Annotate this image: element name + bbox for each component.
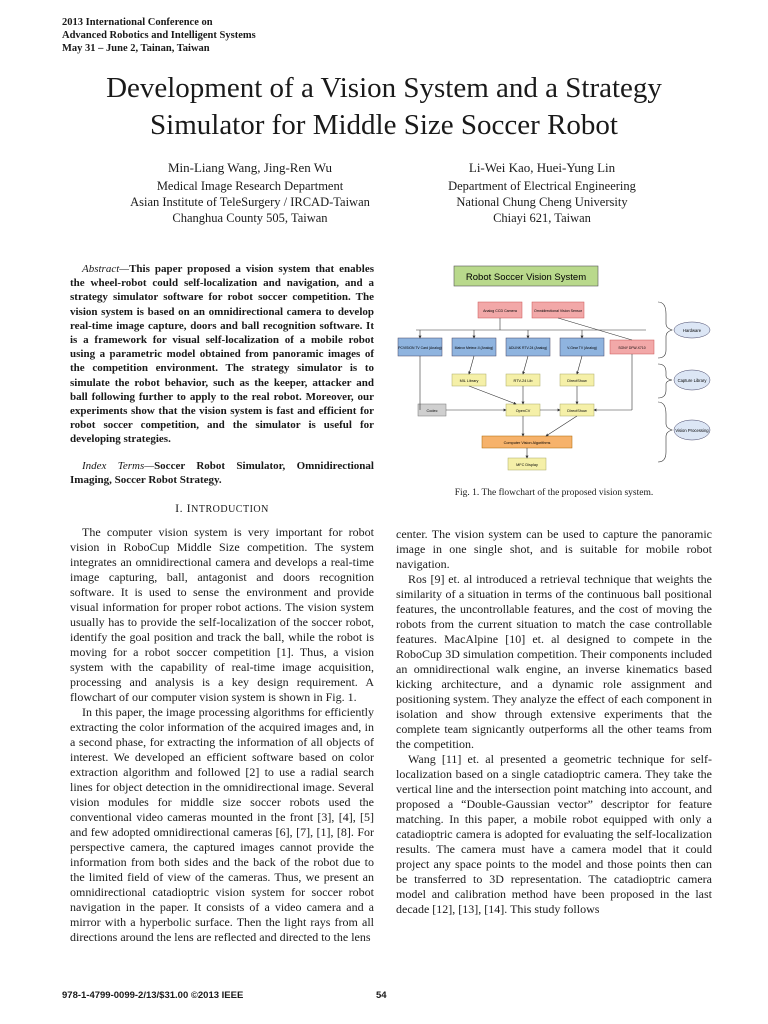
conference-line-3: May 31 – June 2, Tainan, Taiwan [62, 43, 210, 54]
mil-label: MIL Library [459, 379, 479, 383]
title-line-1: Development of a Vision System and a Strategy [106, 72, 662, 104]
capture-library-label: Capture Library [677, 378, 707, 383]
body-paragraph: The computer vision system is very important for robot vision in RoboCup Middle Size competition. The system integrates an omnidirectional camera and develops a real-time image capturing, ball, antagonist and doors recognition software. It is used to sense the environment and provide visual information for proper robot actions. The vision system usually has to provide the self-localization of the soccer robot, identify the goal position and track the ball, while the robot is moving for a robot soccer competition [1]. Thus, a vision system with the capability of real-time image acquisition, processing and analysis is a key design requirement. A flowchart of our computer vision system is shown in Fig. 1. [70, 525, 374, 705]
conference-header [62, 16, 256, 55]
section-heading [70, 501, 374, 517]
index-terms [70, 459, 374, 487]
right-column [396, 527, 712, 917]
author-affiliation: National Chung Cheng University [456, 195, 628, 209]
body-paragraph: Ros [9] et. al introduced a retrieval technique that weights the similarity of a situation in terms of the continuous ball positional features, the uncontrollable features, and the cost of moving the robots from the current situation to match the case controllable features. MacAlpine [10] et. al designed to compete in the RoboCup 3D simulation competition. Their components included an omnidirectional walk engine, an inverse kinematics based kicking architecture, and a dynamic role assignment and positioning system. They analyze the effect of each component in isolation and show through extensive experiments that the complete team signicantly outperforms all the other teams from the competition. [396, 572, 712, 751]
cv-algorithms-label: Computer Vision Algorithms [503, 441, 551, 445]
figure-caption: Fig. 1. The flowchart of the proposed vision system. [454, 488, 654, 498]
matrox-label: Matrox Meteor-II (Analog) [454, 346, 494, 350]
author-names: Min-Liang Wang, Jing-Ren Wu [167, 160, 333, 175]
author-affiliation: Changhua County 505, Taiwan [172, 211, 328, 225]
author-affiliation: Asian Institute of TeleSurgery / IRCAD-Taiwan [130, 195, 370, 209]
codec-label: Codec [426, 409, 438, 413]
sony-label: SONY DFW-X710 [618, 346, 646, 350]
body-paragraph: In this paper, the image processing algorithms for efficiently extracting the color information of the acquired images and, in a second phase, for extracting the information of all objects of interest. We developed an efficient software based on color extraction algorithm and followed [2] to use a radial search lines for object detection in the omnidirectional image. Several vision modules for middle size soccer robots used the conventional video cameras mounted in the front [3], [4], [5] and few adopted omnidirectional cameras [6], [7], [1], [8]. For perspective camera, the captured images cannot provide the information from both sides and the back of the robot due to the limited field of view of the cameras. Thus, we present an omnidirectional catadioptric vision system for soccer robot navigation in the paper. It consists of a video camera and a mirror with a hyperbolic surface. Then the light rays from all directions around the lens are reflected and directed to the lens [70, 705, 374, 945]
paper-title [40, 70, 728, 144]
author-block-1 [100, 160, 400, 226]
conference-line-2: Advanced Robotics and Intelligent Systems [62, 30, 256, 41]
pcvision-label: PCVISION TV Card (Analog) [398, 346, 442, 350]
abstract-label: Abstract— [82, 263, 130, 275]
mfc-label: MFC Display [516, 463, 538, 467]
author-affiliation: Chiayi 621, Taiwan [493, 211, 591, 225]
author-affiliation: Medical Image Research Department [156, 179, 344, 193]
title-line-2: Simulator for Middle Size Soccer Robot [150, 109, 618, 141]
vision-processing-label: Vision Processing [675, 428, 709, 433]
hardware-label: Hardware [682, 328, 702, 333]
index-terms-text: Soccer Robot Simulator, Omnidirectional Imaging, Soccer Robot Strategy. [70, 459, 374, 486]
adlink-label: ADLINK RTV-24 (Analog) [508, 346, 548, 350]
left-column [70, 262, 374, 945]
flowchart-header-text: Robot Soccer Vision System [465, 272, 587, 283]
footer-isbn: 978-1-4799-0099-2/13/$31.00 ©2013 IEEE [62, 990, 244, 1001]
index-terms-label: Index Terms— [82, 459, 155, 472]
brace-hardware [658, 302, 672, 358]
figure-flowchart [396, 258, 714, 476]
abstract [70, 262, 374, 447]
flowchart-svg [396, 258, 714, 476]
analog-ccd-label: Analog CCD Camera [483, 309, 517, 313]
omni-sensor-label: Omnidirectional Vision Sensor [533, 309, 583, 313]
section-numeral: I. I [175, 501, 192, 516]
page-number: 54 [376, 990, 387, 1001]
brace-capture [658, 364, 672, 398]
author-affiliation: Department of Electrical Engineering [448, 179, 636, 193]
vgear-label: V-Gear TV (Analog) [567, 346, 597, 350]
directshow-2-label: DirectShow [567, 409, 587, 413]
directshow-1-label: DirectShow [567, 379, 587, 383]
body-paragraph: Wang [11] et. al presented a geometric technique for self-localization based on a single catadioptric camera. They take the vertical line and the intersection point matching into account, and proposed a “Double-Gaussian vector” descriptor for feature matching. In this paper, a mobile robot equipped with only a catadioptric camera is adopted for evaluating the self-localization results. The camera must have a camera model that it could project any space points to the model and those points then can be transferred to 3D representation. The catadioptric camera model and calibration method have been proposed in the last decade [12], [13], [14]. This study follows [396, 752, 712, 916]
author-block-2 [392, 160, 692, 226]
author-names: Li-Wei Kao, Huei-Yung Lin [468, 160, 616, 175]
section-title: NTRODUCTION [191, 504, 269, 516]
rtv24-label: RTV-24 Lib [513, 379, 533, 383]
abstract-text: This paper proposed a vision system that enables the wheel-robot could self-localization and navigation, and a strategy simulator software for robot soccer competition. The vision system is based on an omnidirectional camera to develop real-time image capture, doors and ball recognition software. It is a framework for visual self-localization of a mobile robot using a parametric model obtained from panoramic images of the competition environment. The strategy simulator is to simulate the robot behavior, such as the keeper, attacker and ball following further to apply to the real robot. Moreover, our experiments show that the vision system is fast and efficient for robot soccer competition, and the simulator is useful for developing strategies. [70, 263, 374, 446]
conference-line-1: 2013 International Conference on [62, 17, 213, 28]
body-paragraph: center. The vision system can be used to capture the panoramic image in one single shot, and is suitable for mobile robot navigation. [396, 527, 712, 571]
opencv-label: OpenCV [515, 409, 531, 413]
brace-vision [658, 402, 672, 462]
